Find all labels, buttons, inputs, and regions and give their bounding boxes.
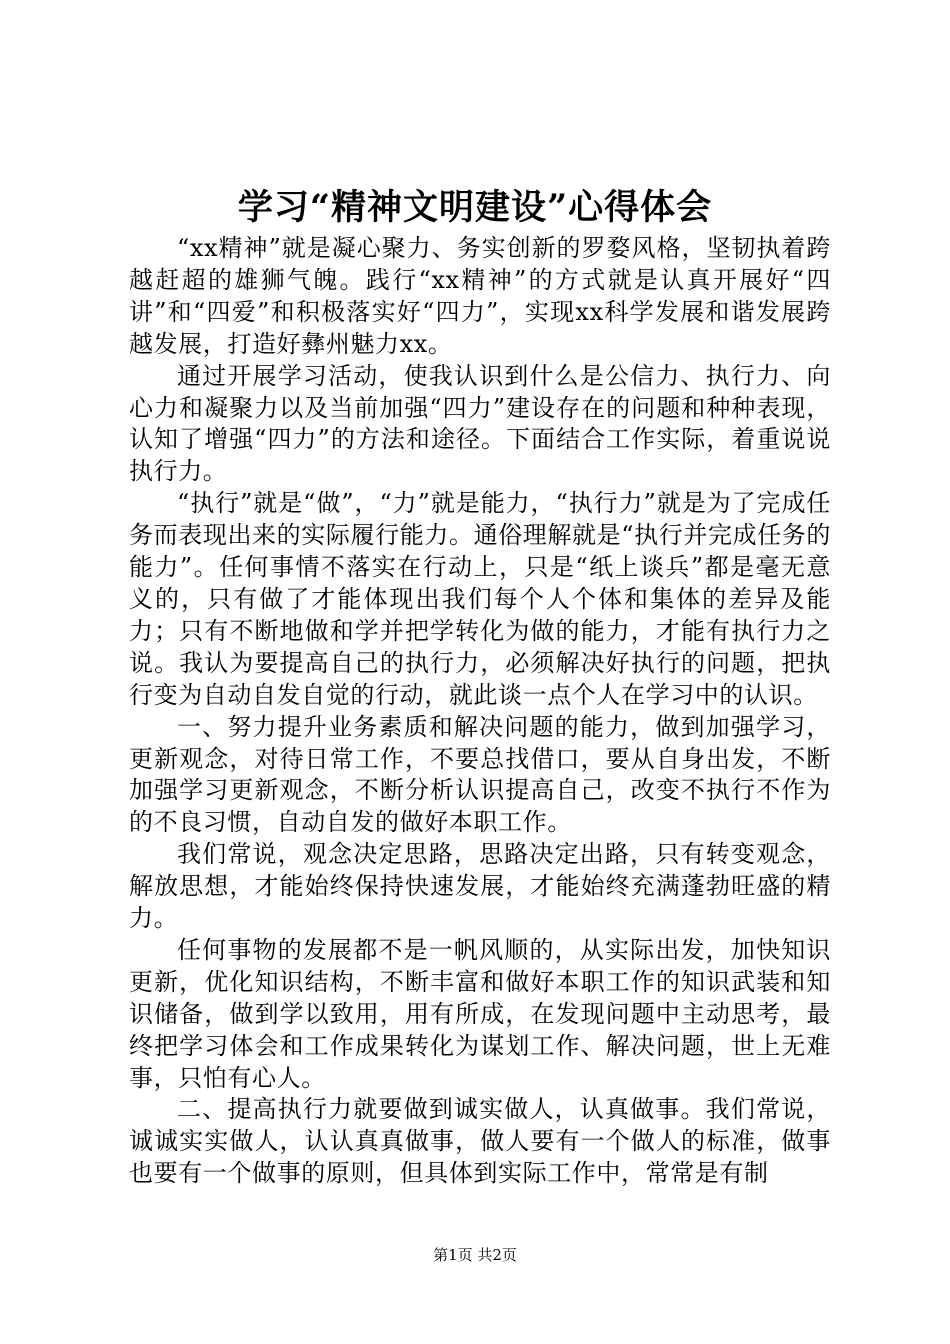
paragraph: 通过开展学习活动，使我认识到什么是公信力、执行力、向心力和凝聚力以及当前加强“四力”建设存在的问题和种种表现，认知了增强“四力”的方法和途径。下面结合工作实际，着重说说执行力。 [129,361,831,486]
paragraph: “执行”就是“做”，“力”就是能力，“执行力”就是为了完成任务而表现出来的实际履行能力。通俗理解就是“执行并完成任务的能力”。任何事情不落实在行动上，只是“纸上谈兵”都是毫无意义的，只有做了才能体现出我们每个人个体和集体的差异及能力；只有不断地做和学并把学转化为做的能力，才能有执行力之说。我认为要提高自己的执行力，必须解决好执行的问题，把执行变为自动自发自觉的行动，就此谈一点个人在学习中的认识。 [129,489,831,709]
paragraph: “xx精神”就是凝心聚力、务实创新的罗婺风格，坚韧执着跨越赶超的雄狮气魄。践行“xx精神”的方式就是认真开展好“四讲”和“四爱”和积极落实好“四力”，实现xx科学发展和谐发展跨越发展，打造好彝州魅力xx。 [129,234,831,358]
paragraph: 二、提高执行力就要做到诚实做人，认真做事。我们常说，诚诚实实做人，认认真真做事，做人要有一个做人的标准，做事也要有一个做事的原则，但具体到实际工作中，常常是有制 [129,1095,831,1188]
document-title: 学习“精神文明建设”心得体会 [237,187,713,228]
document-body [129,233,831,1190]
paragraph: 我们常说，观念决定思路，思路决定出路，只有转变观念，解放思想，才能始终保持快速发展，才能始终充满蓬勃旺盛的精力。 [129,840,831,933]
paragraph: 任何事物的发展都不是一帆风顺的，从实际出发，加快知识更新，优化知识结构，不断丰富和做好本职工作的知识武装和知识储备，做到学以致用，用有所成，在发现问题中主动思考，最终把学习体会和工作成果转化为谋划工作、解决问题，世上无难事，只怕有心人。 [129,935,831,1092]
paragraph: 一、努力提升业务素质和解决问题的能力，做到加强学习，更新观念，对待日常工作，不要总找借口，要从自身出发，不断加强学习更新观念，不断分析认识提高自己，改变不执行不作为的不良习惯，自动自发的做好本职工作。 [129,712,831,837]
page-footer: 第1页 共2页 [433,1246,517,1264]
